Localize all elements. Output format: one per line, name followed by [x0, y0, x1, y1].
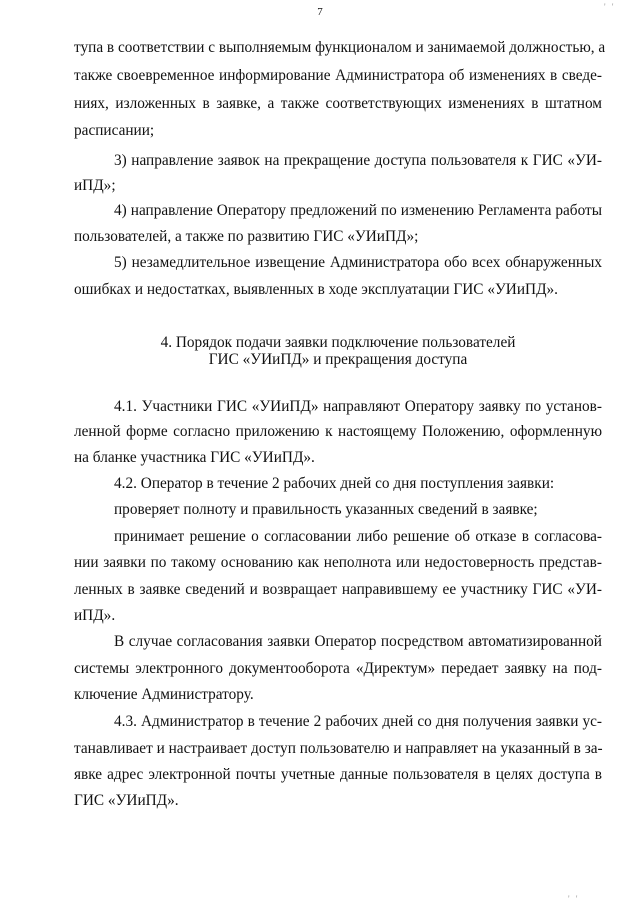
text-line: 4) направление Оператору предложений по изменению Регламента работы — [114, 202, 602, 219]
text-line: также своевременное информирование Администратора об изменениях в сведе- — [74, 67, 602, 84]
text-line: 4.1. Участники ГИС «УИиПД» направляют Оператору заявку по установ- — [114, 398, 602, 415]
text-line: нии заявки по такому основанию как неполнота или недостоверность представ- — [74, 554, 602, 571]
scan-corner-mark: ' ' — [604, 2, 616, 12]
text-line: иПД»; — [74, 177, 116, 194]
text-line: 4.2. Оператор в течение 2 рабочих дней со дня поступления заявки: — [114, 475, 555, 492]
text-line: ленных в заявке сведений и возвращает направившему ее участнику ГИС «УИ- — [74, 581, 602, 598]
text-line: ГИС «УИиПД». — [74, 792, 179, 809]
page-number: 7 — [317, 6, 323, 18]
text-line: расписании; — [74, 122, 155, 139]
text-line: ниях, изложенных в заявке, а также соответствующих изменениях в штатном — [74, 95, 602, 112]
text-line: ленной форме согласно приложению к настоящему Положению, оформленную — [74, 423, 602, 440]
text-line: проверяет полноту и правильность указанных сведений в заявке; — [114, 501, 538, 518]
text-line: на бланке участника ГИС «УИиПД». — [74, 449, 315, 466]
text-line: ключение Администратору. — [74, 686, 254, 703]
text-line: пользователей, а также по развитию ГИС «УИиПД»; — [74, 228, 419, 245]
text-line: В случае согласования заявки Оператор посредством автоматизированной — [114, 633, 602, 650]
text-line: 5) незамедлительное извещение Администратора обо всех обнаруженных — [114, 254, 602, 271]
text-line: принимает решение о согласовании либо решение об отказе в согласова- — [114, 528, 602, 545]
text-line: ошибках и недостатках, выявленных в ходе эксплуатации ГИС «УИиПД». — [74, 281, 558, 298]
text-line: иПД». — [74, 607, 116, 624]
text-line: 3) направление заявок на прекращение доступа пользователя к ГИС «УИ- — [114, 152, 602, 169]
text-line: танавливает и настраивает доступ пользователю и направляет на указанный в за- — [74, 740, 603, 757]
text-line: 4.3. Администратор в течение 2 рабочих дней со дня получения заявки ус- — [114, 713, 602, 730]
text-line: явке адрес электронной почты учетные данные пользователя в целях доступа в — [74, 766, 602, 783]
text-line: тупа в соответствии с выполняемым функционалом и занимаемой должностью, а — [74, 39, 606, 56]
text-line: системы электронного документооборота «Директум» передает заявку на под- — [74, 660, 602, 677]
section-heading: 4. Порядок подачи заявки подключение пользователей — [160, 334, 516, 351]
section-heading: ГИС «УИиПД» и прекращения доступа — [208, 351, 468, 368]
scan-corner-mark: ' ' — [568, 894, 580, 904]
